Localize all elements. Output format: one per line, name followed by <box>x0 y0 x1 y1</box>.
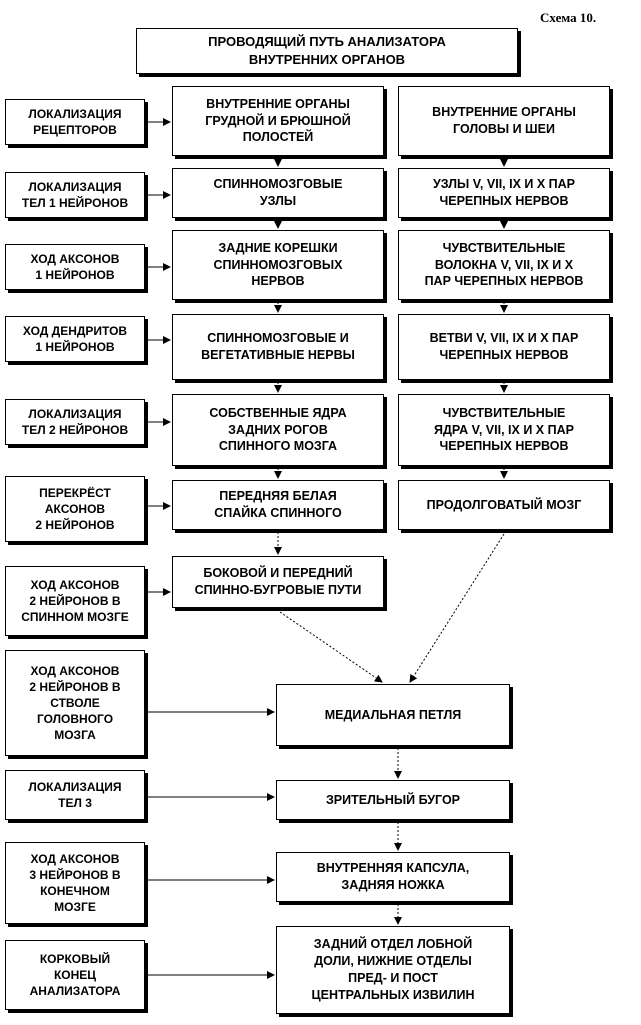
left-label-neuron2-bodies: ЛОКАЛИЗАЦИЯ ТЕЛ 2 НЕЙРОНОВ <box>5 399 145 445</box>
box-internal-capsule: ВНУТРЕННЯЯ КАПСУЛА, ЗАДНЯЯ НОЖКА <box>276 852 510 902</box>
right-box-cranial-ganglia: УЗЛЫ V, VII, IX И X ПАР ЧЕРЕПНЫХ НЕРВОВ <box>398 168 610 218</box>
mid-box-thoracic-organs: ВНУТРЕННИЕ ОРГАНЫ ГРУДНОЙ И БРЮШНОЙ ПОЛОСТЕЙ <box>172 86 384 156</box>
mid-box-spinal-nerves: СПИННОМОЗГОВЫЕ И ВЕГЕТАТИВНЫЕ НЕРВЫ <box>172 314 384 380</box>
left-label-neuron3-bodies: ЛОКАЛИЗАЦИЯ ТЕЛ 3 <box>5 770 145 820</box>
mid-box-spinal-ganglia: СПИННОМОЗГОВЫЕ УЗЛЫ <box>172 168 384 218</box>
diagram-title: ПРОВОДЯЩИЙ ПУТЬ АНАЛИЗАТОРА ВНУТРЕННИХ ОРГАНОВ <box>136 28 518 74</box>
right-box-medulla: ПРОДОЛГОВАТЫЙ МОЗГ <box>398 480 610 530</box>
left-label-neuron2-crossing: ПЕРЕКРЁСТ АКСОНОВ 2 НЕЙРОНОВ <box>5 476 145 542</box>
left-label-neuron2-brainstem: ХОД АКСОНОВ 2 НЕЙРОНОВ В СТВОЛЕ ГОЛОВНОГО МОЗГА <box>5 650 145 756</box>
left-label-cortical-end: КОРКОВЫЙ КОНЕЦ АНАЛИЗАТОРА <box>5 940 145 1010</box>
mid-box-spinothalamic-tracts: БОКОВОЙ И ПЕРЕДНИЙ СПИННО-БУГРОВЫЕ ПУТИ <box>172 556 384 608</box>
left-label-neuron2-spinal: ХОД АКСОНОВ 2 НЕЙРОНОВ В СПИННОМ МОЗГЕ <box>5 566 145 636</box>
mid-box-dorsal-roots: ЗАДНИЕ КОРЕШКИ СПИННОМОЗГОВЫХ НЕРВОВ <box>172 230 384 300</box>
arrow-medulla-to-lemniscus <box>410 534 504 682</box>
box-medial-lemniscus: МЕДИАЛЬНАЯ ПЕТЛЯ <box>276 684 510 746</box>
left-label-receptors: ЛОКАЛИЗАЦИЯ РЕЦЕПТОРОВ <box>5 99 145 145</box>
box-thalamus: ЗРИТЕЛЬНЫЙ БУГОР <box>276 780 510 820</box>
left-label-neuron1-bodies: ЛОКАЛИЗАЦИЯ ТЕЛ 1 НЕЙРОНОВ <box>5 172 145 218</box>
left-label-neuron3-axons: ХОД АКСОНОВ 3 НЕЙРОНОВ В КОНЕЧНОМ МОЗГЕ <box>5 842 145 924</box>
left-label-neuron1-dendrites: ХОД ДЕНДРИТОВ 1 НЕЙРОНОВ <box>5 316 145 362</box>
scheme-label: Схема 10. <box>540 10 597 25</box>
right-box-cranial-nuclei: ЧУВСТВИТЕЛЬНЫЕ ЯДРА V, VII, IX И X ПАР ЧЕРЕПНЫХ НЕРВОВ <box>398 394 610 466</box>
arrow-tract-to-lemniscus <box>280 612 382 682</box>
mid-box-white-commissure: ПЕРЕДНЯЯ БЕЛАЯ СПАЙКА СПИННОГО <box>172 480 384 530</box>
right-box-head-neck-organs: ВНУТРЕННИЕ ОРГАНЫ ГОЛОВЫ И ШЕИ <box>398 86 610 156</box>
box-cortex-target: ЗАДНИЙ ОТДЕЛ ЛОБНОЙ ДОЛИ, НИЖНИЕ ОТДЕЛЫ ПРЕД- И ПОСТ ЦЕНТРАЛЬНЫХ ИЗВИЛИН <box>276 926 510 1014</box>
left-label-neuron1-axons: ХОД АКСОНОВ 1 НЕЙРОНОВ <box>5 244 145 290</box>
mid-box-dorsal-horn-nuclei: СОБСТВЕННЫЕ ЯДРА ЗАДНИХ РОГОВ СПИННОГО МОЗГА <box>172 394 384 466</box>
right-box-cranial-branches: ВЕТВИ V, VII, IX И X ПАР ЧЕРЕПНЫХ НЕРВОВ <box>398 314 610 380</box>
right-box-cranial-fibers: ЧУВСТВИТЕЛЬНЫЕ ВОЛОКНА V, VII, IX И X ПАР ЧЕРЕПНЫХ НЕРВОВ <box>398 230 610 300</box>
